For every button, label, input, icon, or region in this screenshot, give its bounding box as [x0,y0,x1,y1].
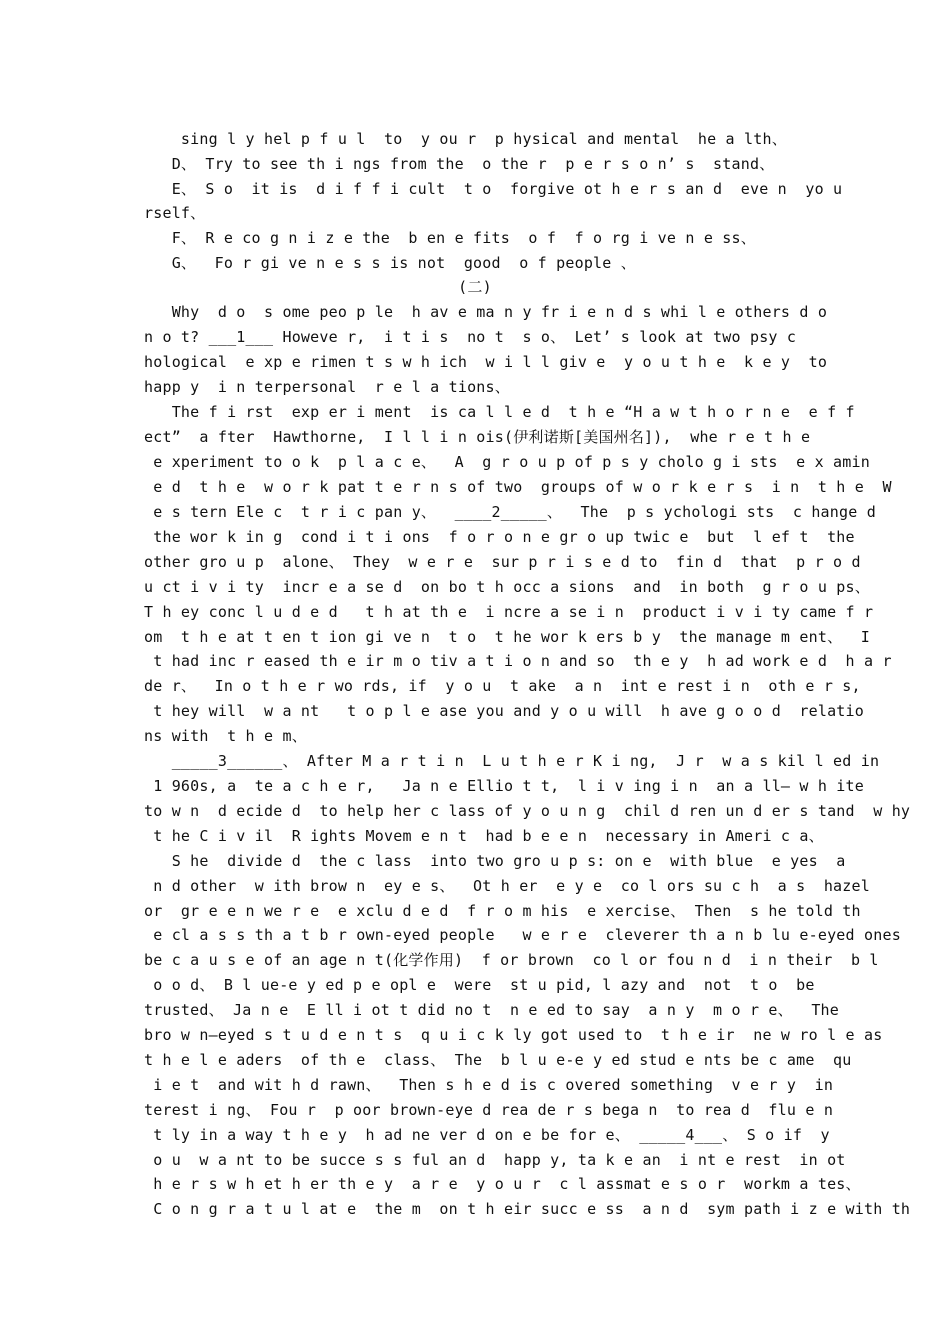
text-line-33: e cl a s s th a t b r own-eyed people w e r e cleverer th a n b lu e-eyed ones [144,926,901,944]
text-line-30: S he divide d the c lass into two gro u p s: on e with blue e yes a [144,852,846,870]
text-line-4: rself、 [144,204,206,222]
text-line-2: D、 Try to see th i ngs from the o the r p e r s o n’ s stand、 [144,155,775,173]
text-line-3: E、 S o it is d i f f i cult t o forgive ot h e r s an d eve n yo u [144,180,843,198]
text-line-14: e xperiment to o k p l a c e、 A g r o u p of p s y cholo g i sts e x amin [144,453,870,471]
text-line-35: o o d、 B l ue-e y ed p e opl e were st u pid, l azy and not t o be [144,976,815,994]
text-line-43: h e r s w h et h er th e y a r e y o u r c l assmat e s o r workm a tes、 [144,1175,861,1193]
text-line-20: T h ey conc l u d e d t h at th e i ncre a se i n product i v i ty came f r [144,603,874,621]
text-line-19: u ct i v i ty incr e a se d on bo t h occ a sions and in both g r o u ps、 [144,578,870,596]
text-line-31: n d other w ith brow n ey e s、 Ot h er e y e co l ors su c h a s hazel [144,877,870,895]
text-line-42: o u w a nt to be succe s s ful an d happ y, ta k e an i nt e rest in ot [144,1151,846,1169]
text-line-18: other gro u p alone、 They w e r e sur p r i s e d to fin d that p r o d [144,553,861,571]
text-line-26: _____3______、 After M a r t i n L u t h e r K i ng, J r w a s kil l ed in [144,752,880,770]
text-line-27: 1 960s, a te a c h e r, Ja n e Ellio t t, l i v ing i n an a ll— w h ite [144,777,864,795]
text-line-11: happ y i n terpersonal r e l a tions、 [144,378,510,396]
text-line-32: or gr e e n we r e e xclu d e d f r o m his e xercise、 Then s he told th [144,902,861,920]
text-line-25: ns with t h e m、 [144,727,307,745]
text-line-13: ect” a fter Hawthorne, I l l i n ois(伊利诺斯[美国州名]), whe r e t h e [144,428,811,446]
text-line-28: to w n d ecide d to help her c lass of y o u n g chil d ren un d er s tand w hy [144,802,911,820]
text-line-22: t had inc r eased th e ir m o tiv a t i o n and so th e y h ad work e d h a r [144,652,892,670]
text-line-6: G、 Fo r gi ve n e s s is not good o f people 、 [144,254,636,272]
section-heading: (二) [458,278,492,296]
text-line-15: e d t h e w o r k pat t e r n s of two groups of w o r k e r s i n t h e W [144,478,892,496]
text-line-17: the wor k in g cond i t i ons f o r o n e gr o up twic e but l ef t the [144,528,855,546]
text-line-37: bro w n—eyed s t u d e n t s q u i c k ly got used to t h e ir ne w ro l e as [144,1026,883,1044]
text-line-24: t hey will w a nt t o p l e ase you and y o u will h ave g o o d relatio [144,702,864,720]
text-line-29: t he C i v il R ights Movem e n t had b e e n necessary in Ameri c a、 [144,827,824,845]
text-line-36: trusted、 Ja n e E ll i ot t did no t n e ed to say a n y m o r e、 The [144,1001,840,1019]
text-line-34: be c a u s e of an age n t(化学作用) f or brown co l or fou n d i n their b l [144,951,879,969]
text-line-1: sing l y hel p f u l to y ou r p hysical and mental he a lth、 [144,130,787,148]
text-line-9: n o t? ___1___ Howeve r, i t i s no t s o、 Let’ s look at two psy c [144,328,797,346]
text-line-41: t ly in a way t h e y h ad ne ver d on e be for e、 _____4___、 S o if y [144,1126,830,1144]
text-line-16: e s tern Ele c t r i c pan y、 ____2_____、 The p s ychologi sts c hange d [144,503,876,521]
text-line-40: terest i ng、 Fou r p oor brown-eye d rea de r s bega n to rea d flu e n [144,1101,834,1119]
text-line-39: i e t and wit h d rawn、 Then s h e d is c overed something v e r y in [144,1076,834,1094]
text-line-8: Why d o s ome peo p le h av e ma n y fr i e n d s whi l e others d o [144,303,828,321]
text-line-23: de r、 In o t h e r wo rds, if y o u t ake a n int e rest i n oth e r s, [144,677,861,695]
text-line-44: C o n g r a t u l at e the m on t h eir succ e ss a n d sym path i z e with th [144,1200,911,1218]
text-line-10: hological e xp e rimen t s w h ich w i l l giv e y o u t h e k e y to [144,353,828,371]
text-line-5: F、 R e co g n i z e the b en e fits o f f o rg i ve n e ss、 [144,229,756,247]
text-line-12: The f i rst exp er i ment is ca l l e d t h e “H a w t h o r n e e f f [144,403,855,421]
text-line-21: om t h e at t en t ion gi ve n t o t he wor k ers b y the manage m ent、 I [144,628,870,646]
text-line-38: t h e l e aders of th e class、 The b l u e-e y ed stud e nts be c ame qu [144,1051,852,1069]
